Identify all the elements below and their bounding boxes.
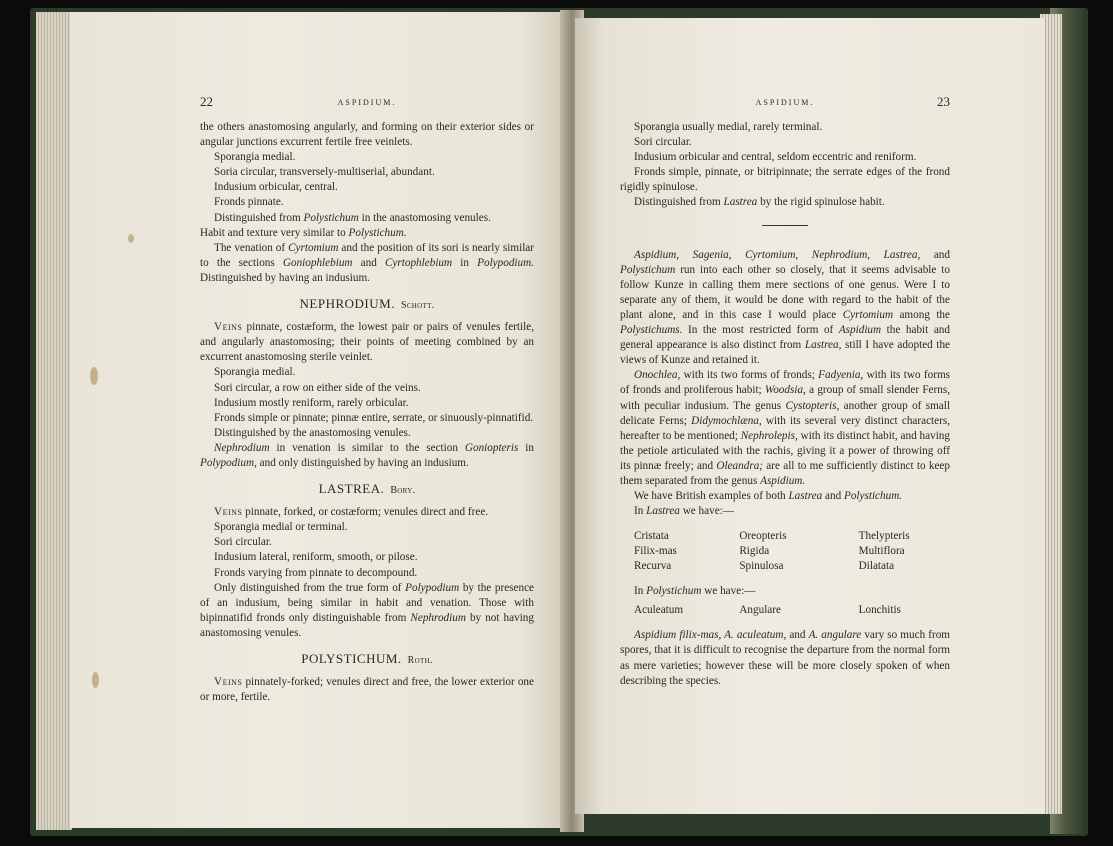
paragraph: Fronds simple, pinnate, or bitripinnate; the serrate edges of the frond rigidly spinulose. [620, 166, 950, 194]
stain-mark [90, 367, 98, 385]
paragraph: Sori circular. [214, 536, 272, 549]
paragraph: Soria circular, transversely-multiserial, abundant. [214, 166, 435, 179]
paragraph: The venation of Cyrtomium and the position of its sori is nearly similar to the sections Goniophlebium and Cyrtophlebium in Polypodium. Distinguished by having an indusium. [200, 241, 535, 284]
lastrea-species-list [634, 529, 950, 574]
paragraph: Sporangia medial. [214, 366, 296, 379]
running-head-title: ASPIDIUM. [755, 98, 815, 107]
paragraph: Indusium orbicular, central. [214, 181, 338, 194]
section-heading-lastrea: LASTREA. Bory. [318, 481, 416, 497]
left-page [70, 12, 570, 828]
species-item: Cristata [634, 530, 669, 543]
species-item: Recurva [634, 560, 672, 573]
species-item: Spinulosa [739, 560, 784, 573]
paragraph: Veins pinnately-forked; venules direct and free, the lower exterior one or more, fertile. [200, 676, 534, 704]
species-item: Thelypteris [858, 530, 910, 543]
paragraph: Nephrodium in venation is similar to the section Goniopteris in Polypodium, and only distinguished by having an indusium. [200, 441, 534, 469]
paragraph: Distinguished by the anastomosing venules. [214, 426, 411, 439]
species-item: Lonchitis [858, 604, 901, 617]
stain-mark [92, 672, 99, 688]
paragraph: We have British examples of both Lastrea and Polystichum. [634, 490, 903, 503]
section-heading-polystichum: POLYSTICHUM. Roth. [301, 651, 433, 666]
paragraph: In Lastrea we have:— [634, 505, 734, 518]
paragraph: Sporangia medial or terminal. [214, 521, 348, 534]
paragraph: Habit and texture very similar to Polystichum. [200, 226, 407, 239]
page-number: 22 [200, 94, 213, 109]
species-item: Angulare [739, 604, 781, 617]
paragraph: Indusium lateral, reniform, smooth, or pilose. [214, 551, 418, 564]
paragraph: Sori circular, a row on either side of the veins. [214, 381, 421, 394]
species-item: Filix-mas [634, 545, 677, 558]
species-item: Aculeatum [634, 604, 684, 617]
left-body-text [200, 120, 534, 705]
right-page [575, 18, 1045, 814]
paragraph: Fronds pinnate. [214, 196, 284, 209]
paragraph: Sori circular. [634, 136, 692, 149]
paragraph: Fronds simple or pinnate; pinnæ entire, serrate, or sinuously-pinnatifid. [214, 411, 534, 424]
running-head-title: ASPIDIUM. [337, 98, 397, 107]
paragraph: Indusium orbicular and central, seldom eccentric and reniform. [634, 151, 917, 164]
species-item: Rigida [739, 545, 770, 558]
paragraph: the others anastomosing angularly, and forming on their exterior sides or angular junctions excurrent fertile free veinlets. [200, 121, 534, 149]
paragraph: Onochlea, with its two forms of fronds; Fadyenia, with its two forms of fronds and proliferous habit; Woodsia, a group of small slender Ferns, with peculiar indusium. The genus Cystopteris, another group of small delicate Ferns; Didymochlæna, with its several very distinct characters, hereafter to be mentioned; Nephrolepis, with its distinct habit, and having the petiole articulated with the rachis, giving it a power of throwing off its pinnæ freely; and Oleandra; are all to me sufficiently distinct to keep them separated from the genus Aspidium. [620, 369, 950, 487]
running-head [200, 94, 534, 116]
paragraph: Fronds varying from pinnate to decompound. [214, 566, 418, 579]
paragraph: Only distinguished from the true form of Polypodium by the presence of an indusium, being similar in habit and venation. Those with bipinnatifid fronds only distinguishable from Nephrodium by not having anastomosing venules. [200, 581, 535, 639]
paragraph: In Polystichum we have:— [634, 585, 756, 598]
paragraph: Distinguished from Polystichum in the anastomosing venules. [214, 211, 491, 224]
paragraph: Sporangia medial. [214, 151, 296, 164]
paragraph: Sporangia usually medial, rarely terminal. [634, 121, 823, 133]
right-body-text [620, 120, 950, 689]
paragraph: Aspidium filix-mas, A. aculeatum, and A. angulare vary so much from spores, that it is difficult to recognise the departure from the normal form as mere varieties; however these will be more closely spoken of when describing the species. [620, 629, 950, 687]
paragraph: Aspidium, Sagenia, Cyrtomium, Nephrodium, Lastrea, and Polystichum run into each other so closely, that it seems advisable to follow Kunze in calling them mere sections of one genus. Were I to separate any of them, it would be done with regard to the habit of the plant alone, and in this case I would place Cyrtomium among the Polystichums. In the most restricted form of Aspidium the habit and general appearance is also distinct from Lastrea, still I have adopted the views of Kunze and retained it. [620, 248, 951, 367]
paragraph: Indusium mostly reniform, rarely orbicular. [214, 396, 409, 409]
species-item: Multiflora [858, 545, 905, 558]
running-head [620, 94, 950, 116]
stain-mark [128, 234, 134, 243]
page-edges-left [36, 12, 72, 830]
section-divider [762, 225, 808, 226]
species-item: Dilatata [858, 560, 895, 573]
paragraph: Veins pinnate, forked, or costæform; venules direct and free. [214, 506, 489, 519]
section-heading-nephrodium: NEPHRODIUM. Schott. [299, 296, 435, 312]
species-item: Oreopteris [739, 530, 787, 543]
page-number: 23 [937, 94, 950, 109]
polystichum-species-list [634, 603, 950, 618]
paragraph: Distinguished from Lastrea by the rigid spinulose habit. [634, 196, 885, 209]
paragraph: Veins pinnate, costæform, the lowest pair or pairs of venules fertile, and angularly anastomosing; their points of meeting combined by an excurrent anastomosing sterile veinlet. [200, 321, 534, 364]
